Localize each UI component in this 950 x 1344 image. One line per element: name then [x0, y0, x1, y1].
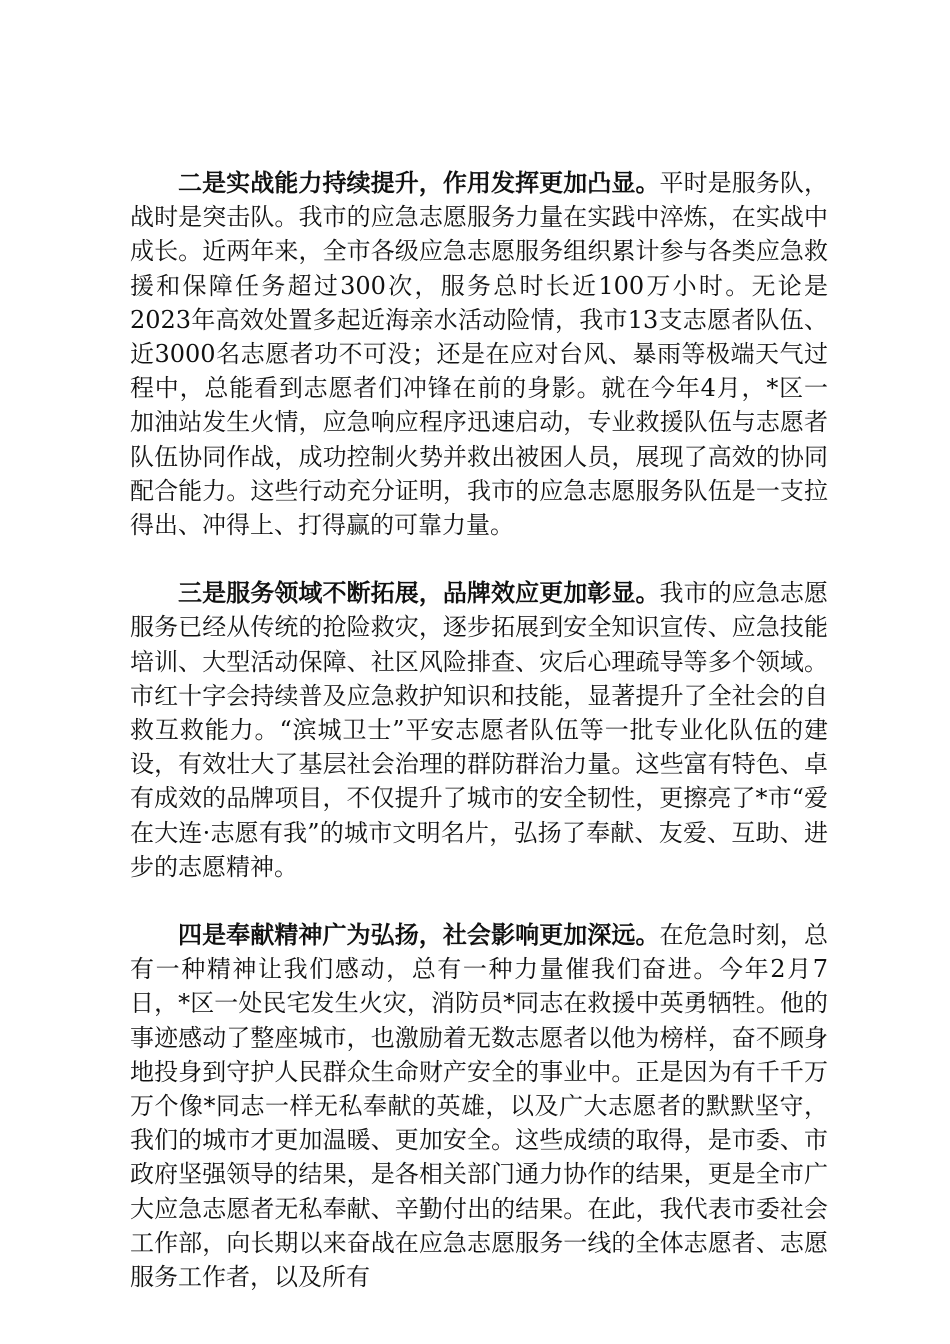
paragraph-text: 在危急时刻，总有一种精神让我们感动，总有一种力量催我们奋进。今年2月7日，*区一处民宅发生火灾，消防员*同志在救援中英勇牺牲。他的事迹感动了整座城市，也激励着无数志愿者以他为榜样，奋不顾身地投身到守护人民群众生命财产安全的事业中。正是因为有千千万万个像*同志一样无私奉献的英雄，以及广大志愿者的默默坚守，我们的城市才更加温暖、更加安全。这些成绩的取得，是市委、市政府坚强领导的结果，是各相关部门通力协作的结果，更是全市广大应急志愿者无私奉献、辛勤付出的结果。在此，我代表市委社会工作部，向长期以来奋战在应急志愿服务一线的全体志愿者、志愿服务工作者，以及所有 [130, 921, 829, 1292]
paragraph-heading: 四是奉献精神广为弘扬，社会影响更加深远。 [178, 921, 660, 950]
paragraph-text: 平时是服务队，战时是突击队。我市的应急志愿服务力量在实践中淬炼，在实战中成长。近两年来，全市各级应急志愿服务组织累计参与各类应急救援和保障任务超过300次，服务总时长近100万小时。无论是2023年高效处置多起近海亲水活动险情，我市13支志愿者队伍、近3000名志愿者功不可没；还是在应对台风、暴雨等极端天气过程中，总能看到志愿者们冲锋在前的身影。就在今年4月，*区一加油站发生火情，应急响应程序迅速启动，专业救援队伍与志愿者队伍协同作战，成功控制火势并救出被困人员，展现了高效的协同配合能力。这些行动充分证明，我市的应急志愿服务队伍是一支拉得出、冲得上、打得赢的可靠力量。 [130, 169, 829, 540]
paragraph-heading: 二是实战能力持续提升，作用发挥更加凸显。 [178, 169, 660, 197]
paragraph-heading: 三是服务领域不断拓展，品牌效应更加彰显。 [178, 579, 660, 608]
paragraph-dedication-spirit [130, 918, 828, 1294]
paragraph-service-fields [130, 576, 828, 884]
paragraph-text: 我市的应急志愿服务已经从传统的抢险救灾，逐步拓展到安全知识宣传、应急技能培训、大型活动保障、社区风险排查、灾后心理疏导等多个领域。市红十字会持续普及应急救护知识和技能，显著提升了全社会的自救互救能力。“滨城卫士”平安志愿者队伍等一批专业化队伍的建设，有效壮大了基层社会治理的群防群治力量。这些富有特色、卓有成效的品牌项目，不仅提升了城市的安全韧性，更擦亮了*市“爱在大连·志愿有我”的城市文明名片，弘扬了奉献、友爱、互助、进步的志愿精神。 [130, 579, 829, 881]
paragraph-practical-capability [130, 166, 828, 542]
document-body [130, 166, 828, 1328]
